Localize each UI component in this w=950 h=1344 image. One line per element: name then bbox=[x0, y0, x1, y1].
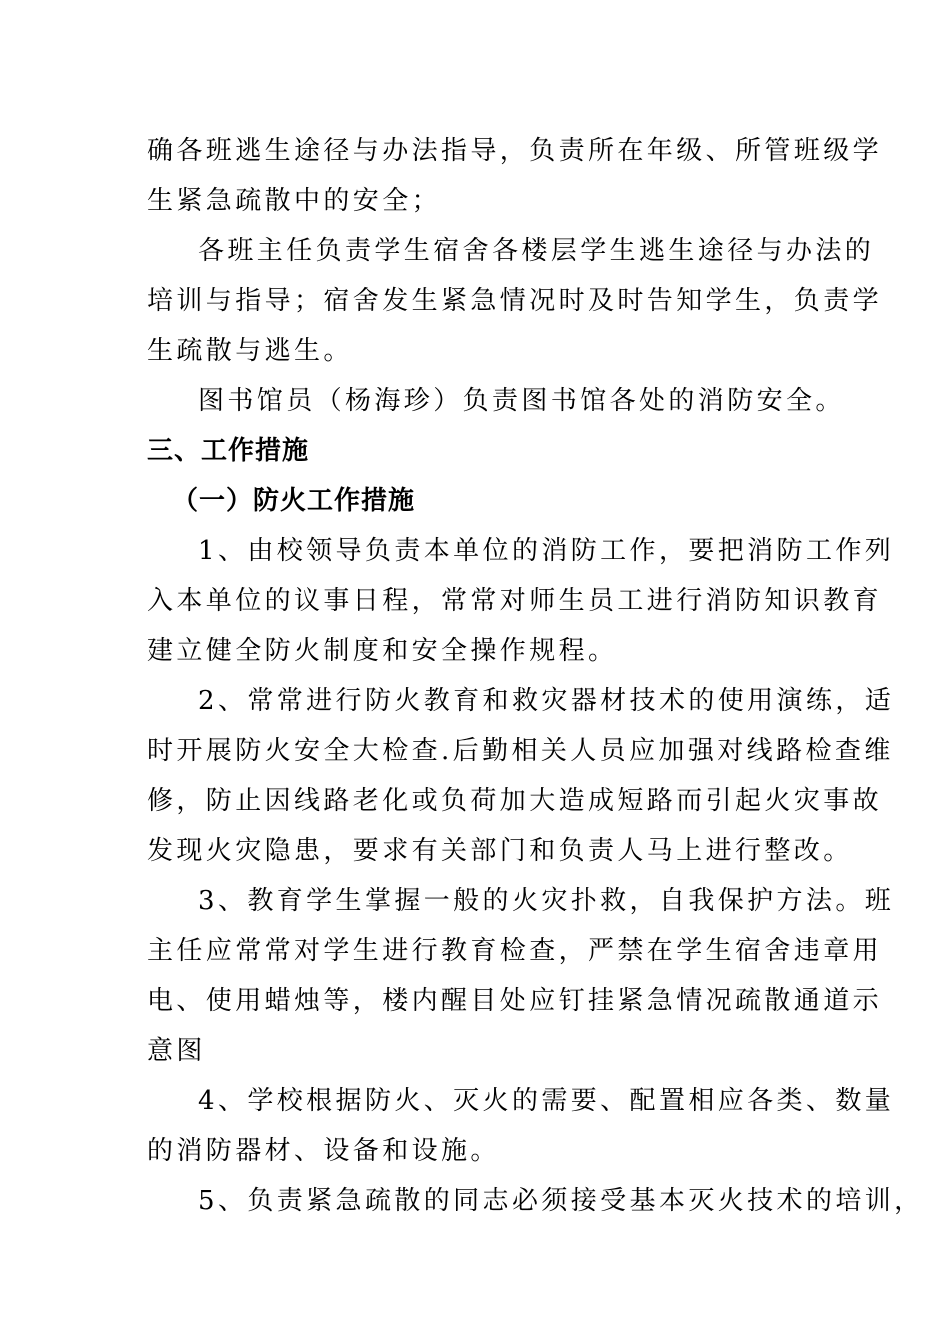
dorm-paragraph-line: 生疏散与逃生。 bbox=[147, 336, 353, 366]
item-4-line: 4、学校根据防火、灭火的需要、配置相应各类、数量 bbox=[198, 1086, 895, 1116]
item-3-line: 电、使用蜡烛等，楼内醒目处应钉挂紧急情况疏散通道示 bbox=[147, 986, 883, 1016]
subsection-heading: （一）防火工作措施 bbox=[172, 486, 416, 516]
continuation-line: 生紧急疏散中的安全； bbox=[147, 186, 442, 216]
dorm-paragraph-line: 培训与指导；宿舍发生紧急情况时及时告知学生，负责学 bbox=[147, 286, 883, 316]
item-5-line: 5、负责紧急疏散的同志必须接受基本灭火技术的培训， bbox=[198, 1186, 924, 1216]
item-3-line: 意图 bbox=[147, 1036, 206, 1066]
item-2-line: 时开展防火安全大检查.后勤相关人员应加强对线路检查维 bbox=[147, 736, 894, 766]
item-1-line: 建立健全防火制度和安全操作规程。 bbox=[147, 636, 618, 666]
section-heading: 三、工作措施 bbox=[147, 436, 310, 466]
library-paragraph-line: 图书馆员（杨海珍）负责图书馆各处的消防安全。 bbox=[198, 386, 845, 416]
item-1-line: 入本单位的议事日程，常常对师生员工进行消防知识教育 bbox=[147, 586, 883, 616]
continuation-line: 确各班逃生途径与办法指导，负责所在年级、所管班级学 bbox=[147, 136, 883, 166]
item-2-line: 2、常常进行防火教育和救灾器材技术的使用演练，适 bbox=[198, 686, 895, 716]
item-4-line: 的消防器材、设备和设施。 bbox=[147, 1136, 500, 1166]
item-3-line: 主任应常常对学生进行教育检查，严禁在学生宿舍违章用 bbox=[147, 936, 883, 966]
dorm-paragraph-line: 各班主任负责学生宿舍各楼层学生逃生途径与办法的 bbox=[198, 236, 875, 266]
item-3-line: 3、教育学生掌握一般的火灾扑救，自我保护方法。班 bbox=[198, 886, 895, 916]
item-2-line: 修，防止因线路老化或负荷加大造成短路而引起火灾事故 bbox=[147, 786, 883, 816]
item-1-line: 1、由校领导负责本单位的消防工作，要把消防工作列 bbox=[198, 536, 895, 566]
item-2-line: 发现火灾隐患，要求有关部门和负责人马上进行整改。 bbox=[147, 836, 853, 866]
